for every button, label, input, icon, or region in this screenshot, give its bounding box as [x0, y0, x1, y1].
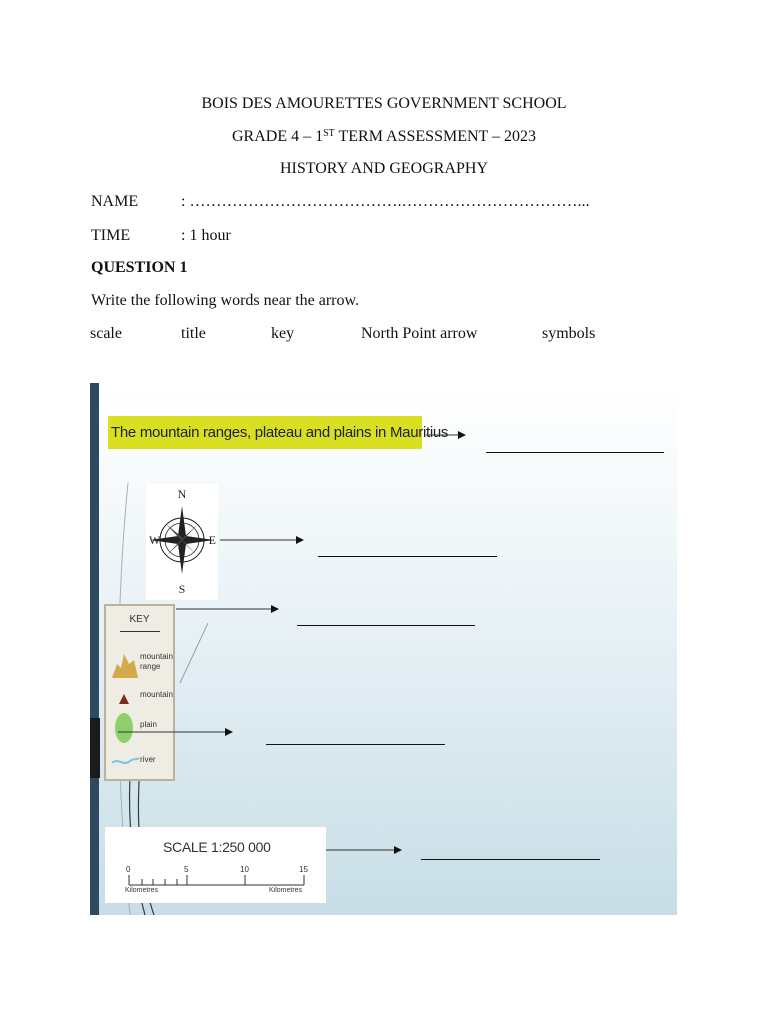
subject-title: HISTORY AND GEOGRAPHY: [279, 160, 489, 177]
word-bank-item: North Point arrow: [361, 325, 478, 342]
key-heading: KEY: [129, 614, 150, 625]
school-name: BOIS DES AMOURETTES GOVERNMENT SCHOOL: [201, 95, 567, 112]
answer-line-title[interactable]: [486, 452, 664, 453]
scale-tick-10: 10: [240, 865, 249, 874]
scale-title: SCALE 1:250 000: [163, 839, 271, 855]
answer-line-scale[interactable]: [421, 859, 600, 860]
answer-line-symbols[interactable]: [266, 744, 445, 745]
answer-line-key[interactable]: [297, 625, 475, 626]
key-label-mountain: mountain: [140, 690, 173, 699]
scale-unit-right: Kilometres: [269, 887, 303, 894]
compass-n-label: N: [177, 487, 187, 501]
scale-tick-5: 5: [184, 865, 189, 874]
word-bank-item: symbols: [542, 325, 596, 342]
key-label-plain: plain: [140, 720, 157, 729]
time-value: : 1 hour: [181, 227, 231, 244]
question-instruction: Write the following words near the arrow.: [91, 292, 360, 309]
scale-tick-0: 0: [126, 865, 131, 874]
compass-e-label: E: [208, 533, 216, 547]
scale-tick-15: 15: [299, 865, 308, 874]
pointer-arrows: [90, 383, 677, 915]
word-bank-item: key: [271, 325, 295, 342]
compass-s-label: S: [178, 582, 186, 596]
question-heading: QUESTION 1: [91, 259, 188, 276]
assessment-title: GRADE 4 – 1ST TERM ASSESSMENT – 2023: [231, 128, 536, 145]
answer-line-compass[interactable]: [318, 556, 497, 557]
name-label: NAME: [91, 193, 139, 210]
word-bank-item: scale: [90, 325, 122, 342]
time-label: TIME: [91, 227, 131, 244]
key-label-mountain-range: mountain range: [140, 652, 173, 671]
name-field[interactable]: : ………………………………….……………………………...: [181, 193, 590, 210]
compass-w-label: W: [149, 533, 161, 547]
map-worksheet-image: [90, 383, 677, 915]
map-title-label: The mountain ranges, plateau and plains in Mauritius: [108, 416, 422, 449]
scale-unit-left: Kilometres: [125, 887, 159, 894]
key-label-river: river: [140, 755, 156, 764]
word-bank-item: title: [181, 325, 206, 342]
